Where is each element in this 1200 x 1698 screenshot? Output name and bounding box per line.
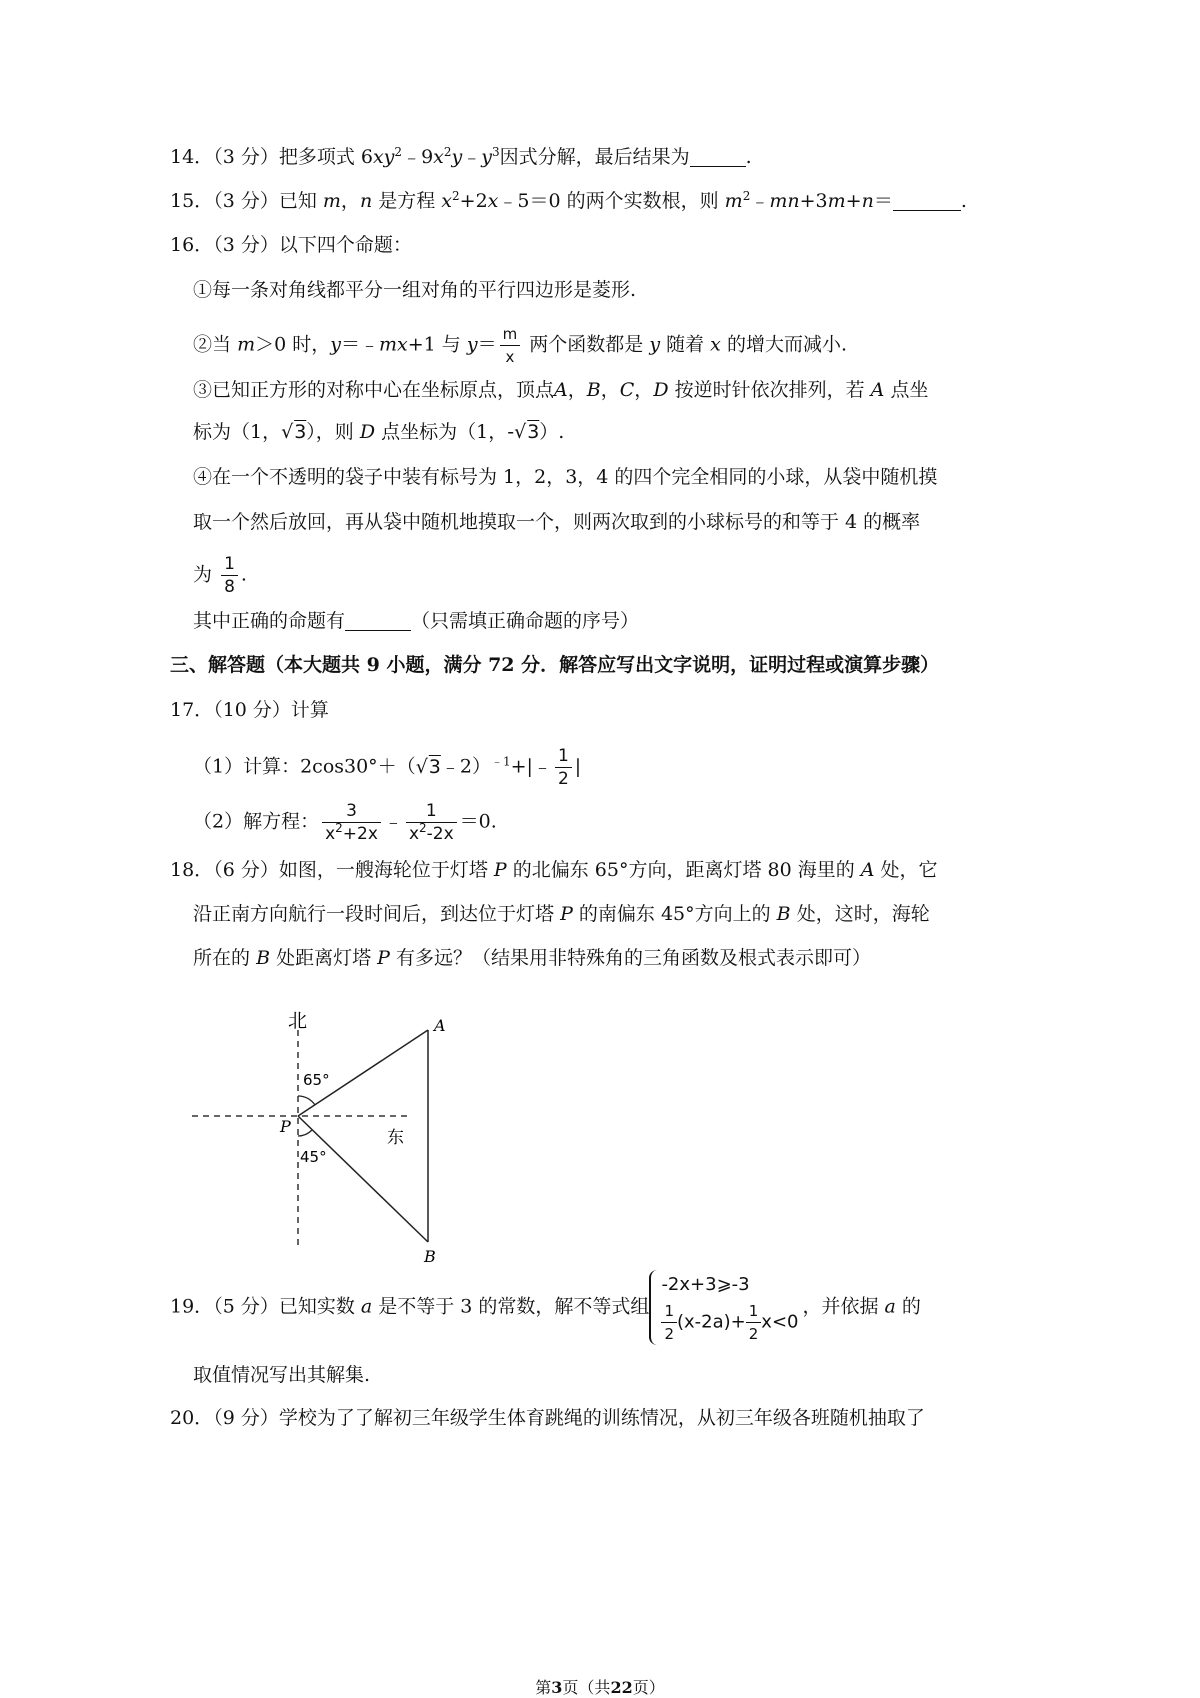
angle-65-label: 65° xyxy=(303,1071,330,1089)
question-19-cont: 取值情况写出其解集. xyxy=(193,1364,371,1386)
question-18-cont: 沿正南方向航行一段时间后，到达位于灯塔 P 的南偏东 45°方向上的 B 处，这时，海轮 xyxy=(193,903,930,925)
angle-arc-ne xyxy=(298,1096,315,1105)
question-15: 15．（3 分）已知 m，n 是方程 $x^2+2x﹣5=0$ 的两个实数根，则 $m^2﹣mn+3m+n=$ . xyxy=(170,189,967,212)
page-footer: 第3页（共22页） xyxy=(535,1678,665,1697)
east-label: 东 xyxy=(387,1128,404,1148)
north-label: 北 xyxy=(288,1010,308,1032)
point-a-label: A xyxy=(434,1016,446,1035)
proposition-1: ①每一条对角线都平分一组对角的平行四边形是菱形. xyxy=(193,279,637,301)
proposition-4-cont: 取一个然后放回，再从袋中随机地摸取一个，则两次取到的小球标号的和等于 4 的概率 xyxy=(193,511,921,533)
proposition-3-cont: 标为（1，√3），则 D 点坐标为（1，-√3）. xyxy=(193,421,565,443)
lighthouse-diagram xyxy=(200,1010,460,1273)
question-18: 18．（6 分）如图，一艘海轮位于灯塔 P 的北偏东 65°方向，距离灯塔 80 海里的 A 处，它 xyxy=(170,859,938,881)
angle-arc-se xyxy=(298,1130,312,1136)
question-19: 19．（5 分）已知实数 a 是不等于 3 的常数，解不等式组 -2x+3⩾-3 $\frac{1}{2}$ (x-2a)+ $\frac{1}{2}$ x<0 ，并依据 a 的 xyxy=(170,1270,921,1345)
answer-blank[interactable] xyxy=(893,190,961,211)
segment-pb xyxy=(298,1116,428,1242)
point-p-label: P xyxy=(280,1117,291,1136)
proposition-4: ④在一个不透明的袋子中装有标号为 1，2，3，4 的四个完全相同的小球，从袋中随机摸 xyxy=(193,466,938,488)
question-17: 17．（10 分）计算 xyxy=(170,699,329,721)
question-16: 16．（3 分）以下四个命题： xyxy=(170,234,412,256)
question-18-cont2: 所在的 B 处距离灯塔 P 有多远？（结果用非特殊角的三角函数及根式表示即可） xyxy=(193,947,871,969)
inequality-system: -2x+3⩾-3 $\frac{1}{2}$ (x-2a)+ $\frac{1}{2}$ x<0 xyxy=(649,1270,798,1345)
answer-line-16: 其中正确的命题有 （只需填正确命题的序号） xyxy=(193,610,640,632)
answer-blank[interactable] xyxy=(345,610,411,631)
proposition-2: ②当 m＞0 时，y＝﹣mx+1 与 y＝ $\frac{m}{x}$ 两个函数都是 y 随着 x 的增大而减小. xyxy=(193,325,847,366)
angle-45-label: 45° xyxy=(300,1148,327,1166)
question-14: 14．（3 分）把多项式 $6xy^2﹣9x^2y﹣y^3$因式分解，最后结果为 . xyxy=(170,145,752,168)
q17-part-1: （1）计算：2cos30°＋（√3﹣2）$^{﹣1}$+|﹣ $\frac{1}{2}$ | xyxy=(193,746,582,789)
section-3-title: 三、解答题（本大题共 9 小题，满分 72 分．解答应写出文字说明，证明过程或演算步骤） xyxy=(170,654,940,676)
proposition-3: ③已知正方形的对称中心在坐标原点，顶点A，B，C，D 按逆时针依次排列，若 A 点坐 xyxy=(193,379,929,401)
point-b-label: B xyxy=(424,1247,436,1266)
question-20: 20．（9 分）学校为了了解初三年级学生体育跳绳的训练情况，从初三年级各班随机抽取了 xyxy=(170,1407,925,1429)
proposition-4-end: 为 $\frac{1}{8}$ . xyxy=(193,554,247,597)
q17-part-2: （2）解方程： $\frac{3}{x^2+2x}$ ﹣ $\frac{1}{x^2-2x}$ ＝0. xyxy=(193,801,497,844)
answer-blank[interactable] xyxy=(690,146,746,167)
